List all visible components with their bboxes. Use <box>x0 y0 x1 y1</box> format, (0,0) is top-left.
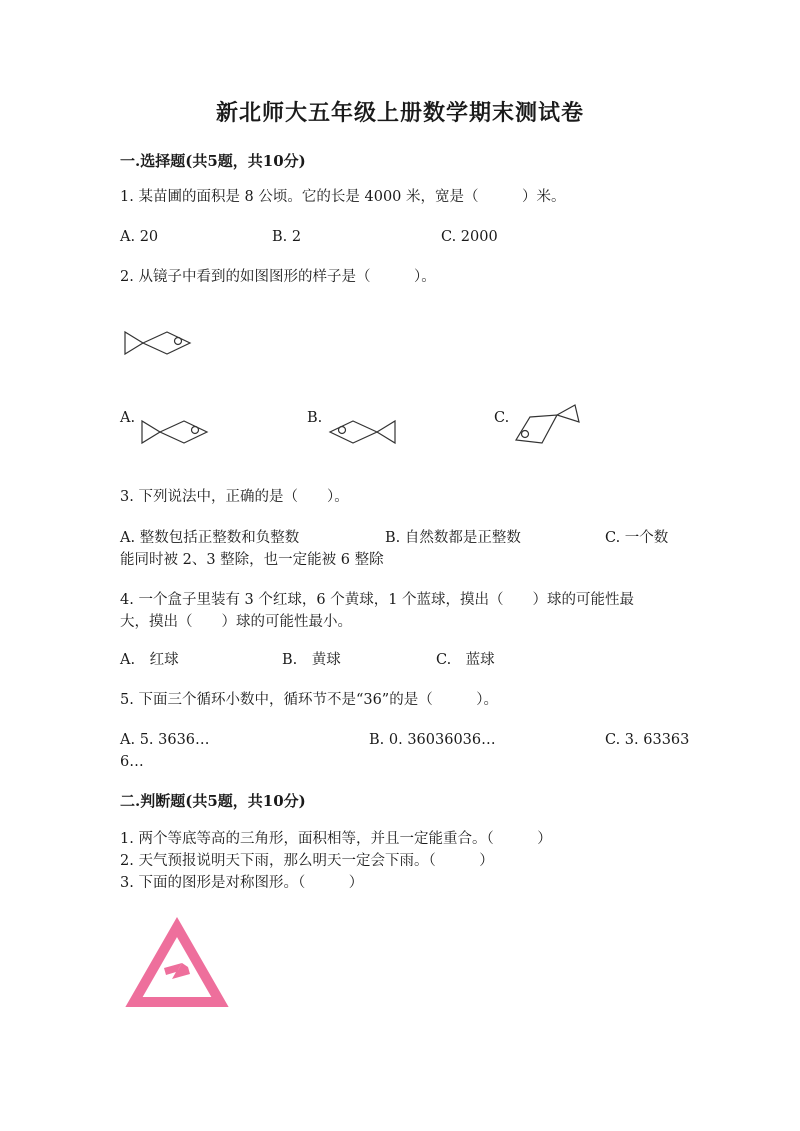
fish-option-c-icon <box>510 402 582 450</box>
judgement-question-1: 1. 两个等底等高的三角形，面积相等，并且一定能重合。（ ） <box>120 831 552 847</box>
fish-option-a-icon <box>140 413 212 449</box>
question-1-text: 1. 某苗圃的面积是 8 公顷。它的长是 4000 米，宽是（ ）米。 <box>120 189 566 205</box>
q5-option-a: A. 5. 3636… <box>120 732 210 748</box>
q3-option-c-continued: 能同时被 2、3 整除，也一定能被 6 整除 <box>120 552 384 568</box>
judgement-question-2: 2. 天气预报说明天下雨，那么明天一定会下雨。（ ） <box>120 853 494 869</box>
q4-option-c: C. 蓝球 <box>436 652 495 668</box>
triangle-warning-sign-icon <box>130 924 224 1006</box>
q2-option-b: B. <box>307 410 323 426</box>
judgement-question-3: 3. 下面的图形是对称图形。（ ） <box>120 875 364 891</box>
q4-option-b: B. 黄球 <box>282 652 341 668</box>
q1-option-a: A. 20 <box>120 229 159 245</box>
q3-option-b: B. 自然数都是正整数 <box>385 530 521 546</box>
question-5-text: 5. 下面三个循环小数中，循环节不是“36”的是（ ）。 <box>120 692 498 708</box>
q2-option-c: C. <box>494 410 510 426</box>
question-4-text-line2: 大，摸出（ ）球的可能性最小。 <box>120 614 352 630</box>
question-2-text: 2. 从镜子中看到的如图图形的样子是（ ）。 <box>120 269 436 285</box>
q5-option-c-continued: 6… <box>120 754 144 770</box>
q3-option-a: A. 整数包括正整数和负整数 <box>120 530 300 546</box>
section-heading-judgement: 二.判断题(共5题，共10分) <box>120 792 306 810</box>
q5-option-c: C. 3. 63363 <box>605 732 690 748</box>
q5-option-b: B. 0. 36036036… <box>369 732 496 748</box>
q4-option-a: A. 红球 <box>120 652 179 668</box>
q3-option-c: C. 一个数 <box>605 530 669 546</box>
page-title: 新北师大五年级上册数学期末测试卷 <box>215 100 584 126</box>
q2-option-a: A. <box>120 410 136 426</box>
question-3-text: 3. 下列说法中，正确的是（ ）。 <box>120 489 349 505</box>
section-heading-choice: 一.选择题(共5题，共10分) <box>120 152 306 170</box>
fish-outline-icon <box>120 326 200 362</box>
q1-option-b: B. 2 <box>272 229 302 245</box>
q1-option-c: C. 2000 <box>441 229 498 245</box>
question-4-text-line1: 4. 一个盒子里装有 3 个红球，6 个黄球，1 个蓝球，摸出（ ）球的可能性最 <box>120 592 635 608</box>
fish-option-b-icon <box>326 413 398 449</box>
